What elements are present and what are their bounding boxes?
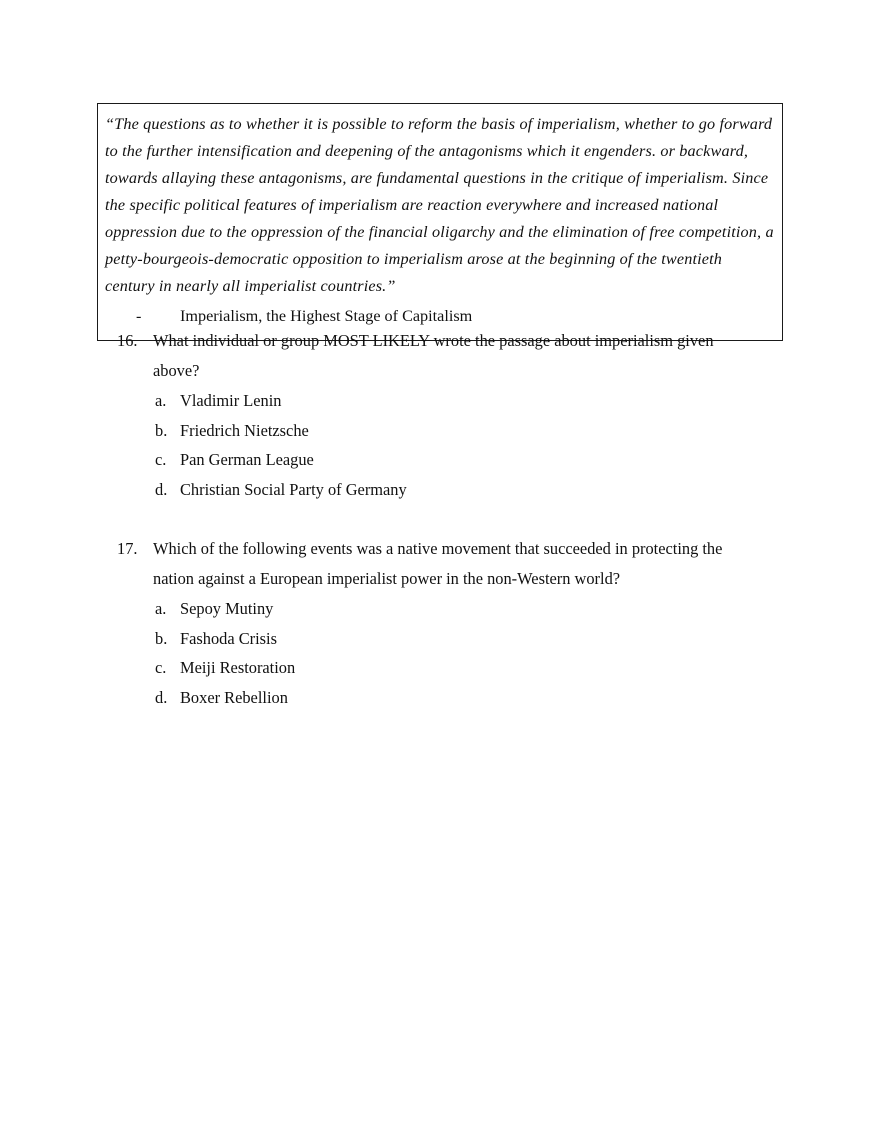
passage-quote-text: “The questions as to whether it is possible to reform the basis of imperialism, whether to go forward to the further intensification and deepening of the antagonisms which it engenders. or backward, towards allaying these antagonisms, are fundamental questions in the critique of imperialism. Since the specific political features of imperialism are reaction everywhere and increased national oppression due to the oppression of the financial oligarchy and the elimination of free competition, a petty-bourgeois-democratic opposition to imperialism arose at the beginning of the twentieth century in nearly all imperialist countries.” [105,115,774,295]
question-16-choice-d[interactable] [0,475,880,505]
choice-letter: a. [155,391,167,410]
question-16-choice-a[interactable] [0,386,880,416]
choice-letter: a. [155,599,167,618]
question-17-choice-a[interactable] [0,594,880,624]
question-16-stem [0,326,880,386]
choice-text: Vladimir Lenin [180,391,282,410]
choice-text: Fashoda Crisis [180,628,277,648]
question-16-text: What individual or group MOST LIKELY wrote the passage about imperialism given above? [153,331,714,380]
question-16-choices [0,386,880,504]
question-17-choices [0,594,880,712]
choice-letter: b. [155,420,168,440]
choice-letter: c. [155,658,167,677]
choice-text: Boxer Rebellion [180,687,288,707]
question-16-number: 16. [117,331,138,350]
question-16-choice-c[interactable] [0,445,880,475]
choice-text: Christian Social Party of Germany [180,479,407,499]
choice-text: Sepoy Mutiny [180,599,274,618]
choice-letter: d. [155,479,168,499]
question-17-choice-b[interactable] [0,624,880,654]
attribution-source-title: Imperialism, the Highest Stage of Capitalism [180,307,473,325]
choice-text: Pan German League [180,450,314,469]
question-17 [0,534,880,712]
choice-text: Friedrich Nietzsche [180,420,309,440]
question-17-choice-d[interactable] [0,683,880,713]
choice-letter: b. [155,628,168,648]
question-17-choice-c[interactable] [0,653,880,683]
choice-letter: d. [155,687,168,707]
question-17-text: Which of the following events was a native movement that succeeded in protecting the nation against a European imperialist power in the non-Western world? [153,539,723,588]
choice-letter: c. [155,450,167,469]
question-17-stem [0,534,880,594]
question-17-number: 17. [117,539,138,558]
question-16-choice-b[interactable] [0,416,880,446]
passage-quote-box [97,103,783,341]
question-16 [0,326,880,504]
attribution-dash-bullet: - [136,307,142,325]
choice-text: Meiji Restoration [180,658,296,677]
